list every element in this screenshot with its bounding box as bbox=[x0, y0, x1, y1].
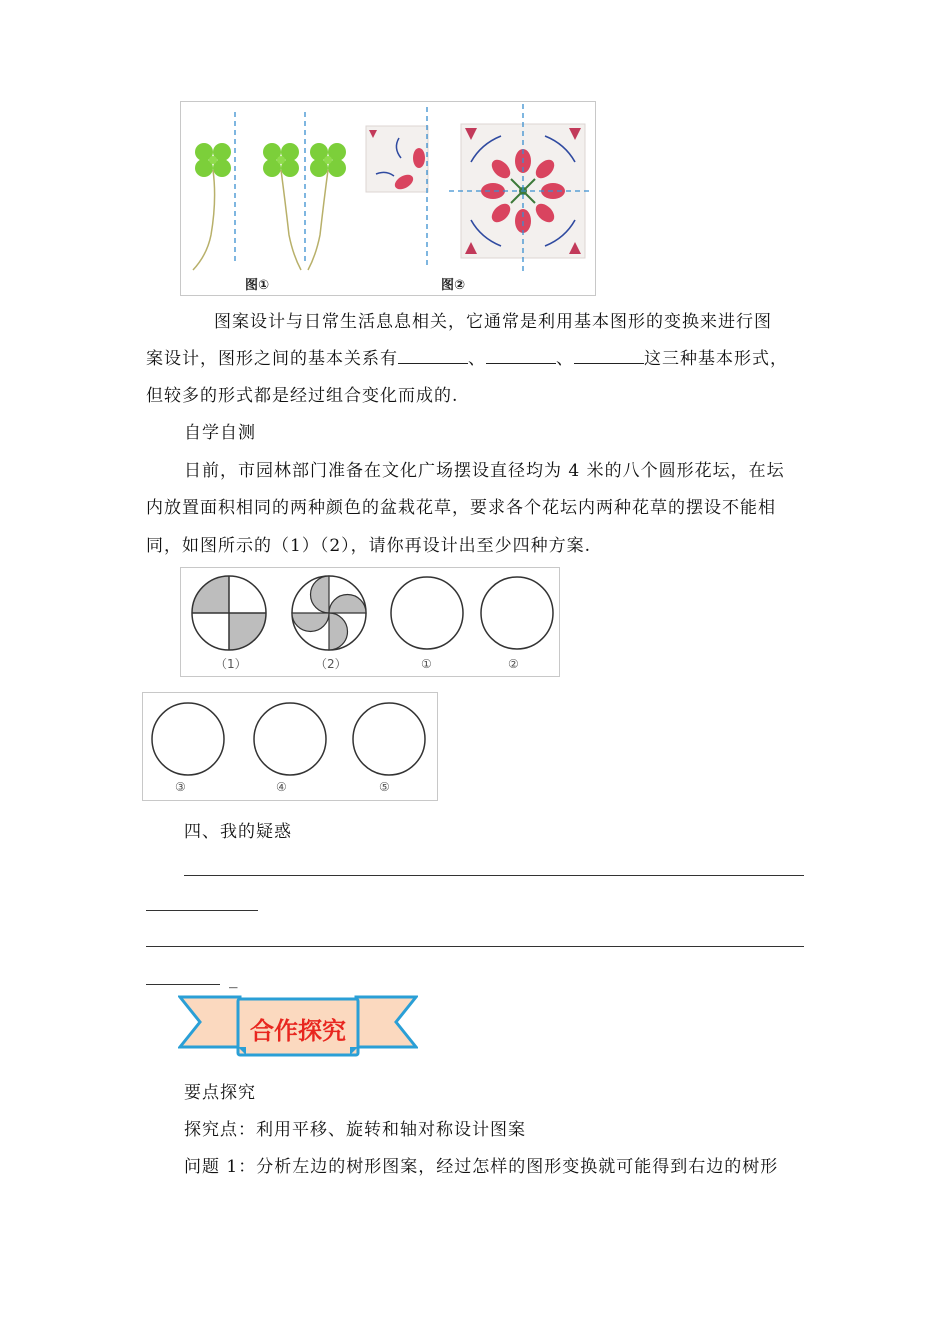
circle-blank-4 bbox=[254, 703, 326, 775]
doubt-answer-line-1b[interactable] bbox=[146, 910, 258, 911]
intro-line-2-tail: 这三种基本形式， bbox=[644, 349, 788, 369]
question-1: 问题 1：分析左边的树形图案，经过怎样的图形变换就可能得到右边的树形 bbox=[184, 1157, 779, 1177]
circles-figure-row-2 bbox=[142, 692, 438, 801]
circle-blank-3 bbox=[152, 703, 224, 775]
answer-blank-2[interactable] bbox=[486, 349, 556, 364]
circle-label-5: ③ bbox=[175, 780, 186, 794]
banner-label: 合作探究 bbox=[250, 1017, 346, 1045]
figure-symmetry bbox=[180, 101, 596, 296]
circle-label-3: ① bbox=[421, 657, 432, 671]
separator-1: 、 bbox=[468, 349, 486, 369]
circle-design-1 bbox=[192, 576, 266, 650]
circle-blank-2 bbox=[481, 577, 553, 649]
cooperation-banner bbox=[178, 993, 418, 1059]
self-test-line-2: 内放置面积相同的两种颜色的盆栽花草，要求各个花坛内两种花草的摆设不能相 bbox=[146, 498, 776, 518]
circles-row-2-drawing bbox=[143, 693, 437, 800]
explore-point: 探究点：利用平移、旋转和轴对称设计图案 bbox=[184, 1120, 526, 1140]
circle-label-2: （2） bbox=[315, 657, 347, 671]
figure-caption-1: 图① bbox=[245, 278, 270, 293]
circle-label-4: ② bbox=[508, 657, 519, 671]
circle-design-2 bbox=[292, 576, 366, 650]
circle-label-7: ⑤ bbox=[379, 780, 390, 794]
doubts-trail-mark: _ bbox=[229, 969, 239, 989]
intro-line-2 bbox=[146, 344, 788, 369]
circle-label-1: （1） bbox=[215, 657, 247, 671]
intro-line-1: 图案设计与日常生活息息相关，它通常是利用基本图形的变换来进行图 bbox=[214, 312, 772, 332]
figure-caption-2: 图② bbox=[441, 278, 466, 293]
intro-line-2-text: 案设计，图形之间的基本关系有 bbox=[146, 349, 398, 369]
answer-blank-1[interactable] bbox=[398, 349, 468, 364]
circle-blank-5 bbox=[353, 703, 425, 775]
self-test-line-1: 日前，市园林部门准备在文化广场摆设直径均为 4 米的八个圆形花坛，在坛 bbox=[184, 461, 785, 481]
doubt-answer-line-2[interactable] bbox=[146, 946, 804, 947]
figure-symmetry-drawing bbox=[181, 102, 595, 295]
clover-pair-left bbox=[263, 143, 301, 270]
clover-pair-right bbox=[308, 143, 346, 270]
answer-blank-3[interactable] bbox=[574, 349, 644, 364]
tile-quarter bbox=[366, 126, 428, 192]
doubts-heading: 四、我的疑惑 bbox=[184, 822, 292, 842]
circle-blank-1 bbox=[391, 577, 463, 649]
intro-line-3: 但较多的形式都是经过组合变化而成的. bbox=[146, 386, 459, 406]
separator-2: 、 bbox=[556, 349, 574, 369]
doubt-answer-line-1[interactable] bbox=[184, 875, 804, 876]
clover-left bbox=[193, 143, 231, 270]
self-test-heading: 自学自测 bbox=[184, 423, 256, 443]
self-test-line-3: 同，如图所示的（1）（2），请你再设计出至少四种方案. bbox=[146, 536, 592, 556]
doubt-answer-line-2b[interactable] bbox=[146, 984, 220, 985]
circle-label-6: ④ bbox=[276, 780, 287, 794]
explore-heading: 要点探究 bbox=[184, 1083, 256, 1103]
circles-figure-row-1 bbox=[180, 567, 560, 677]
